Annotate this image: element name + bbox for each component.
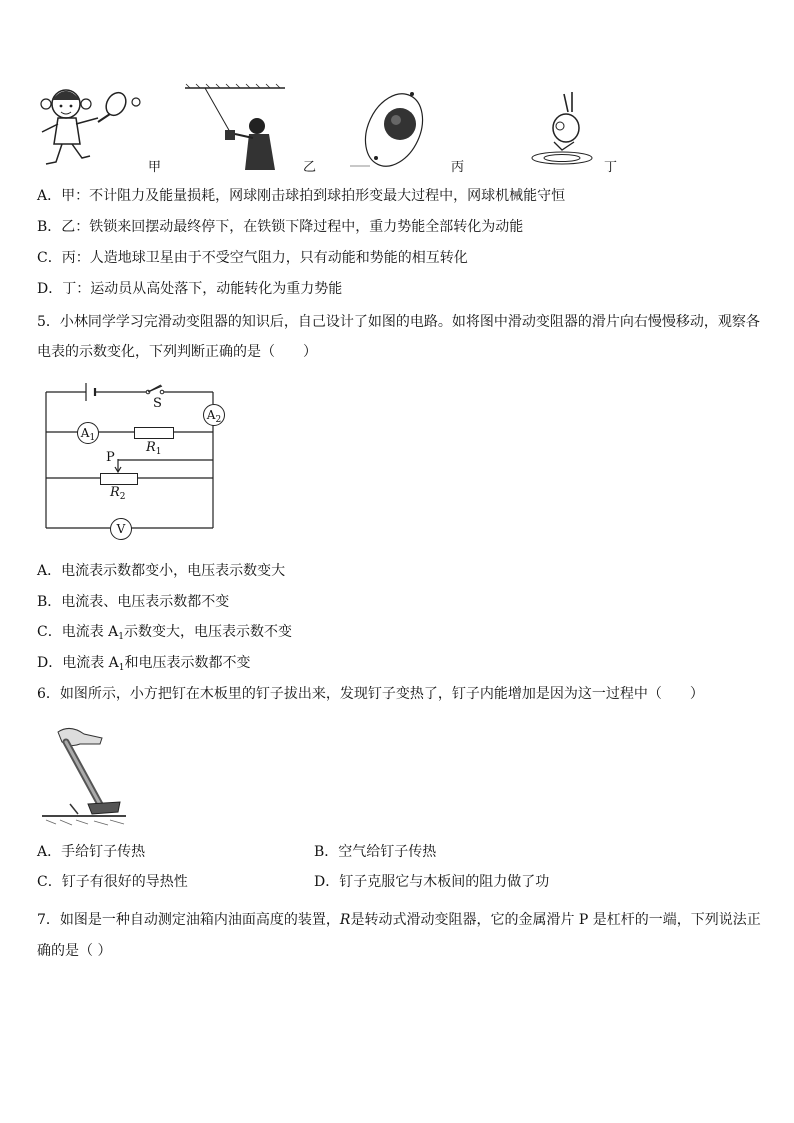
ammeter-a1	[77, 422, 99, 444]
figure-label-yi: 乙	[303, 160, 317, 175]
voltmeter: V	[110, 518, 132, 540]
slider-arrow	[114, 459, 122, 473]
q4-option-a: A．甲：不计阻力及能量损耗，网球刚击球拍到球拍形变最大过程中，网球机械能守恒	[37, 188, 566, 204]
q6-option-d: D．钉子克服它与木板间的阻力做了功	[314, 874, 550, 890]
resistor-r1	[134, 427, 174, 439]
q7-stem-line1: 7．如图是一种自动测定油箱内油面高度的装置，R是转动式滑动变阻器，它的金属滑片 P 是杠杆的一端，下列说法正	[37, 912, 761, 928]
resistor-r1-label: $R_1$	[146, 440, 162, 457]
q6-option-c: C．钉子有很好的导热性	[37, 874, 188, 890]
nail-pulling-figure	[40, 724, 130, 830]
resistor-r2-label: $R_2$	[110, 485, 126, 502]
q6-stem: 6．如图所示，小方把钉在木板里的钉子拔出来，发现钉子变热了，钉子内能增加是因为这一过程中（ ）	[37, 686, 704, 702]
ammeter-a2-subscript: 2	[215, 415, 222, 425]
ammeter-a2	[203, 404, 225, 426]
q5-option-a: A．电流表示数都变小，电压表示数变大	[37, 563, 286, 579]
figure-label-ding: 丁	[604, 160, 618, 175]
q5-stem-line1: 5．小林同学学习完滑动变阻器的知识后，自己设计了如图的电路。如将图中滑动变阻器的滑片向右慢慢移动，观察各	[37, 314, 760, 330]
q4-option-c: C．丙：人造地球卫星由于不受空气阻力，只有动能和势能的相互转化	[37, 250, 468, 266]
q5-option-b: B．电流表、电压表示数都不变	[37, 594, 230, 610]
q5-option-d: D．电流表 $A_1$和电压表示数都不变	[37, 655, 251, 673]
ammeter-a1-subscript: 1	[89, 433, 96, 443]
switch-symbol	[143, 382, 165, 396]
q4-option-d: D．丁：运动员从高处落下，动能转化为重力势能	[37, 281, 343, 297]
q6-option-a: A．手给钉子传热	[37, 844, 146, 860]
slider-p-label: P	[106, 450, 115, 465]
battery-symbol	[84, 383, 98, 403]
figure-label-bing: 丙	[451, 160, 465, 175]
figure-label-jia: 甲	[148, 160, 162, 175]
ammeter-a1-label: A	[80, 426, 90, 440]
resistor-r2	[100, 473, 138, 485]
switch-label: S	[153, 396, 162, 411]
ammeter-a2-label: A	[206, 408, 216, 422]
q7-stem-line2: 确的是（ ）	[37, 943, 112, 959]
q6-option-b: B．空气给钉子传热	[314, 844, 437, 860]
q5-stem-line2: 电表的示数变化，下列判断正确的是（ ）	[37, 344, 317, 360]
q5-option-c: C．电流表 $A_1$示数变大，电压表示数不变	[37, 624, 293, 642]
q4-option-b: B．乙：铁锁来回摆动最终停下，在铁锁下降过程中，重力势能全部转化为动能	[37, 219, 524, 235]
